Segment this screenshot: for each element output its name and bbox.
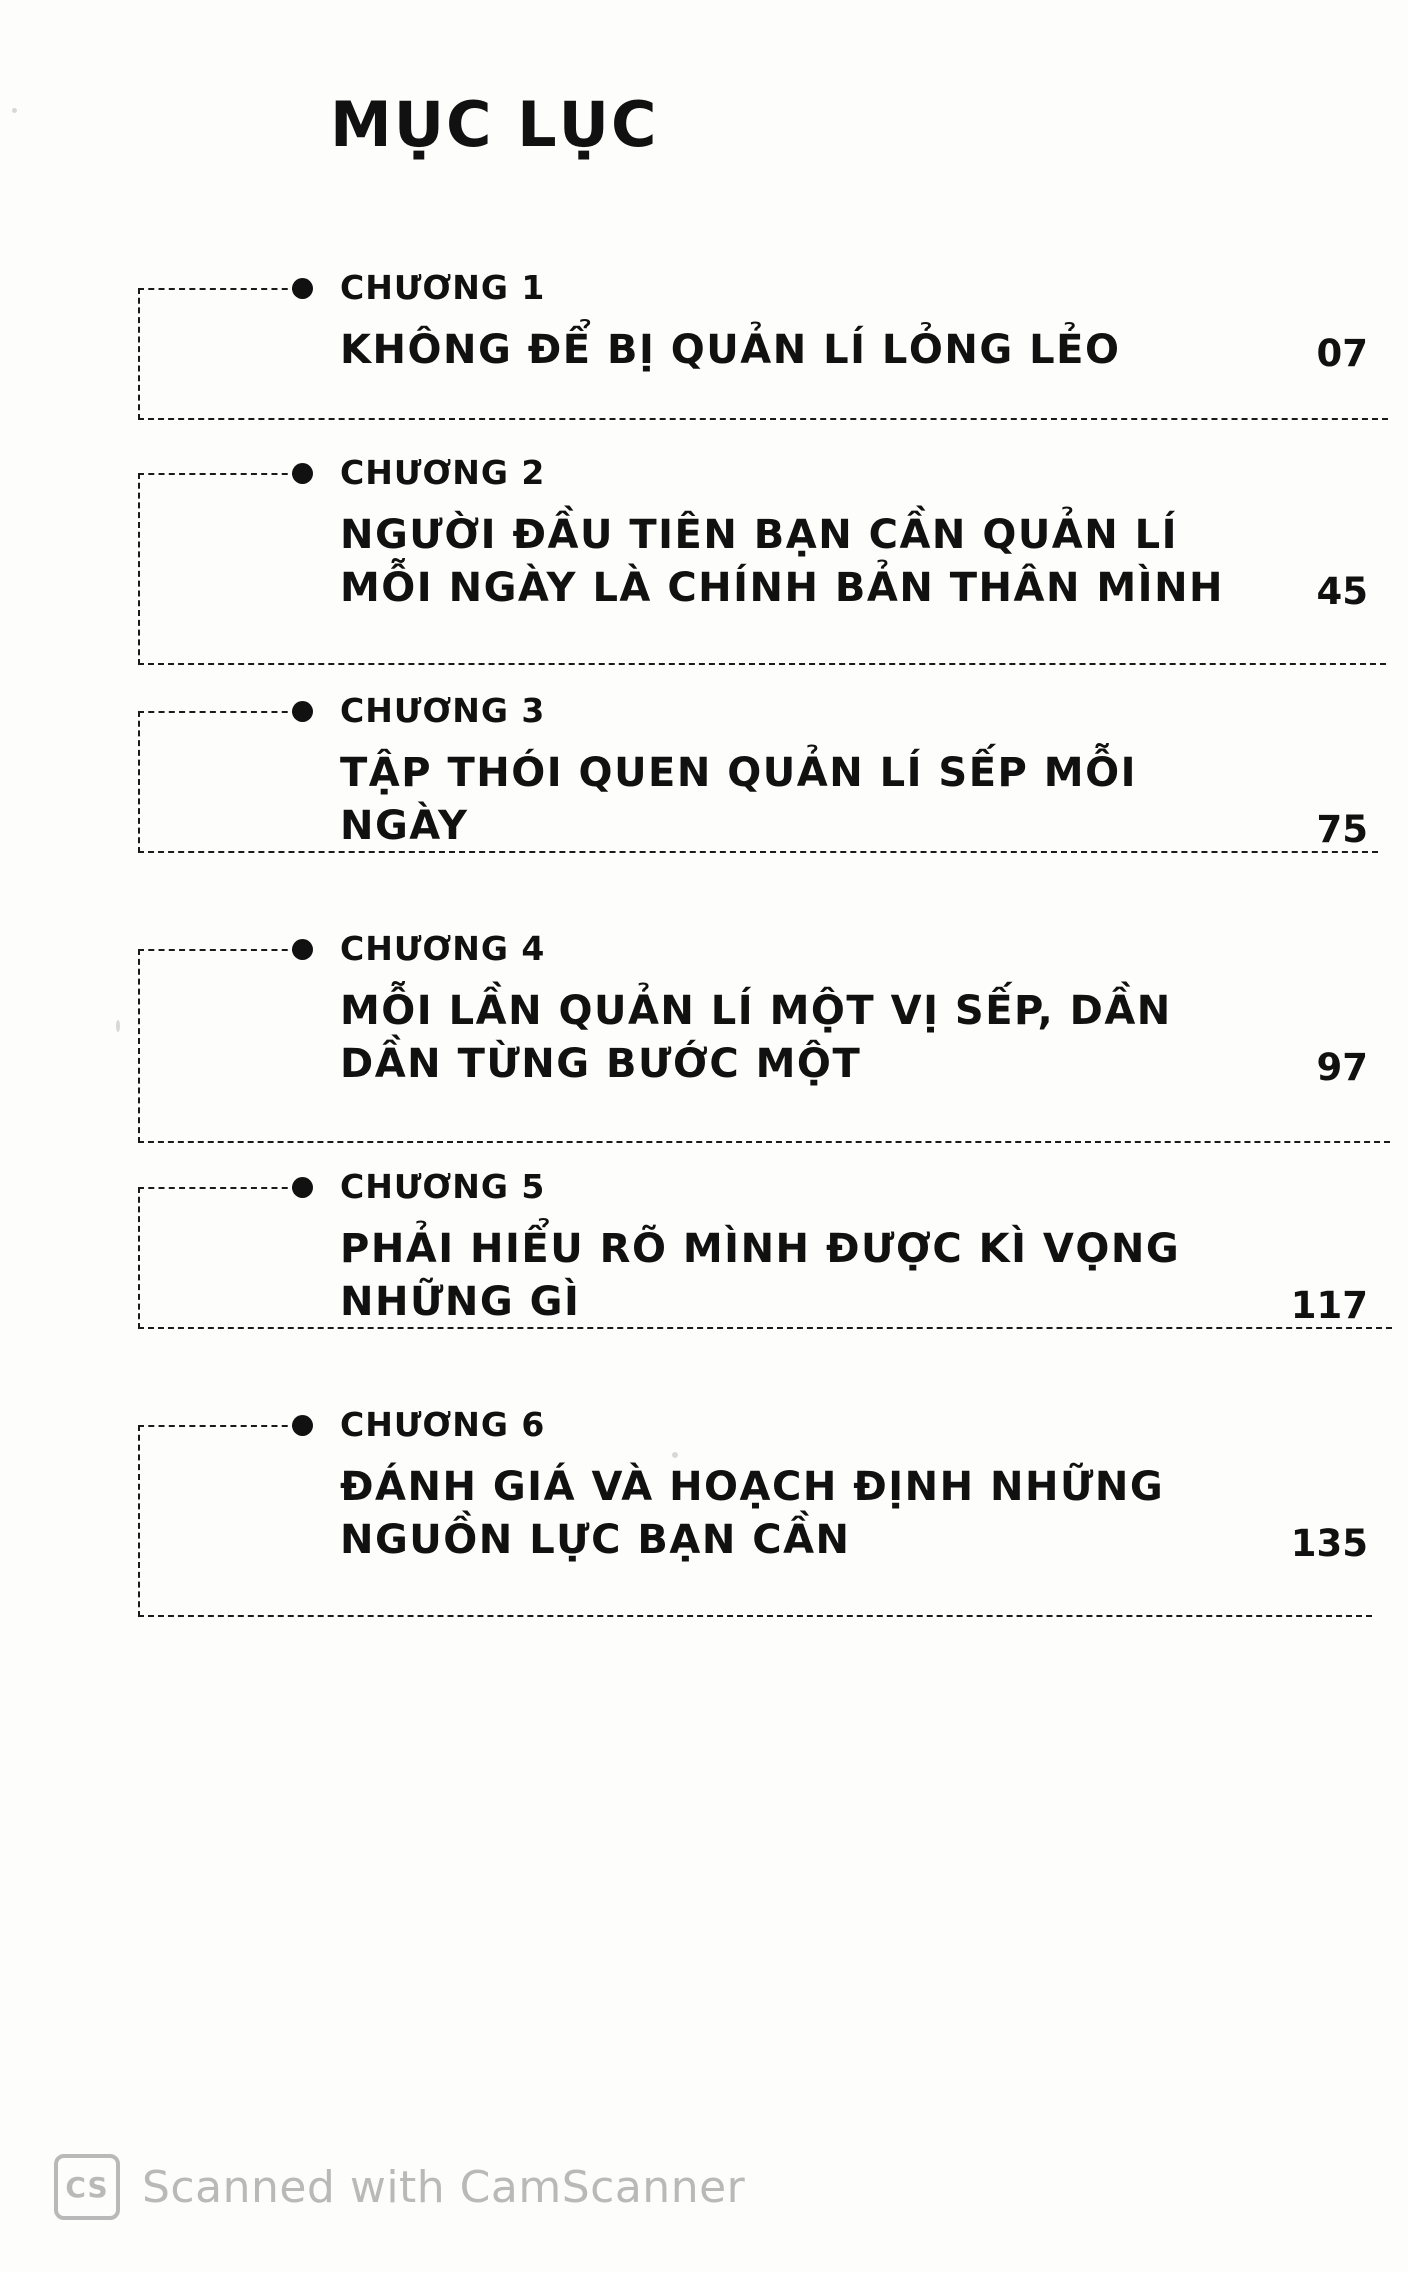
bullet-icon: [292, 278, 313, 299]
chapter-title: KHÔNG ĐỂ BỊ QUẢN LÍ LỎNG LẺO: [340, 327, 1121, 374]
bullet-icon: [292, 701, 313, 722]
page-number: 117: [1290, 1283, 1368, 1327]
chapter-title: MỖI LẦN QUẢN LÍ MỘT VỊ SẾP, DẦN DẦN TỪNG BƯỚC MỘT: [340, 988, 1172, 1087]
toc-entry[interactable]: [0, 1404, 1408, 1567]
toc-entry[interactable]: [0, 928, 1408, 1091]
chapter-title: TẬP THÓI QUEN QUẢN LÍ SẾP MỖI NGÀY: [340, 750, 1137, 850]
chapter-title: ĐÁNH GIÁ VÀ HOẠCH ĐỊNH NHỮNG NGUỒN LỰC BẠN CẦN: [340, 1463, 1165, 1563]
bullet-icon: [292, 1415, 313, 1436]
chapter-label: CHƯƠNG 2: [340, 453, 546, 493]
bracket-top-line: [138, 1187, 298, 1189]
chapter-title: NGƯỜI ĐẦU TIÊN BẠN CẦN QUẢN LÍ MỖI NGÀY LÀ CHÍNH BẢN THÂN MÌNH: [340, 512, 1225, 612]
bracket-top-line: [138, 288, 298, 290]
page-title: [330, 88, 658, 161]
page-number: 75: [1316, 807, 1368, 851]
toc-entry[interactable]: [0, 690, 1408, 853]
bullet-icon: [292, 939, 313, 960]
bracket-top-line: [138, 473, 298, 475]
chapter-label: CHƯƠNG 5: [340, 1166, 546, 1206]
chapter-label: CHƯƠNG 6: [340, 1404, 546, 1444]
page-number: 07: [1316, 332, 1368, 376]
toc-entry[interactable]: [0, 270, 1408, 377]
page-title-text: MỤC LỤC: [330, 88, 659, 161]
chapter-label: CHƯƠNG 1: [340, 268, 546, 307]
bracket-top-line: [138, 949, 298, 951]
scan-speckle: [12, 108, 17, 113]
page-number: 45: [1316, 569, 1368, 613]
bracket-top-line: [138, 1425, 298, 1427]
table-of-contents: [0, 270, 1408, 1645]
watermark-text: Scanned with CamScanner: [142, 2161, 746, 2213]
camscanner-logo-icon: CS: [54, 2154, 120, 2220]
page-number: 135: [1290, 1521, 1368, 1565]
chapter-title: PHẢI HIỂU RÕ MÌNH ĐƯỢC KÌ VỌNG NHỮNG GÌ: [340, 1226, 1181, 1325]
bullet-icon: [292, 1177, 313, 1198]
camscanner-watermark: [54, 2154, 745, 2220]
bullet-icon: [292, 463, 313, 484]
chapter-label: CHƯƠNG 4: [340, 928, 546, 968]
chapter-label: CHƯƠNG 3: [340, 690, 546, 730]
toc-entry[interactable]: [0, 1166, 1408, 1329]
toc-entry[interactable]: [0, 455, 1408, 615]
page-number: 97: [1316, 1045, 1368, 1089]
bracket-top-line: [138, 711, 298, 713]
